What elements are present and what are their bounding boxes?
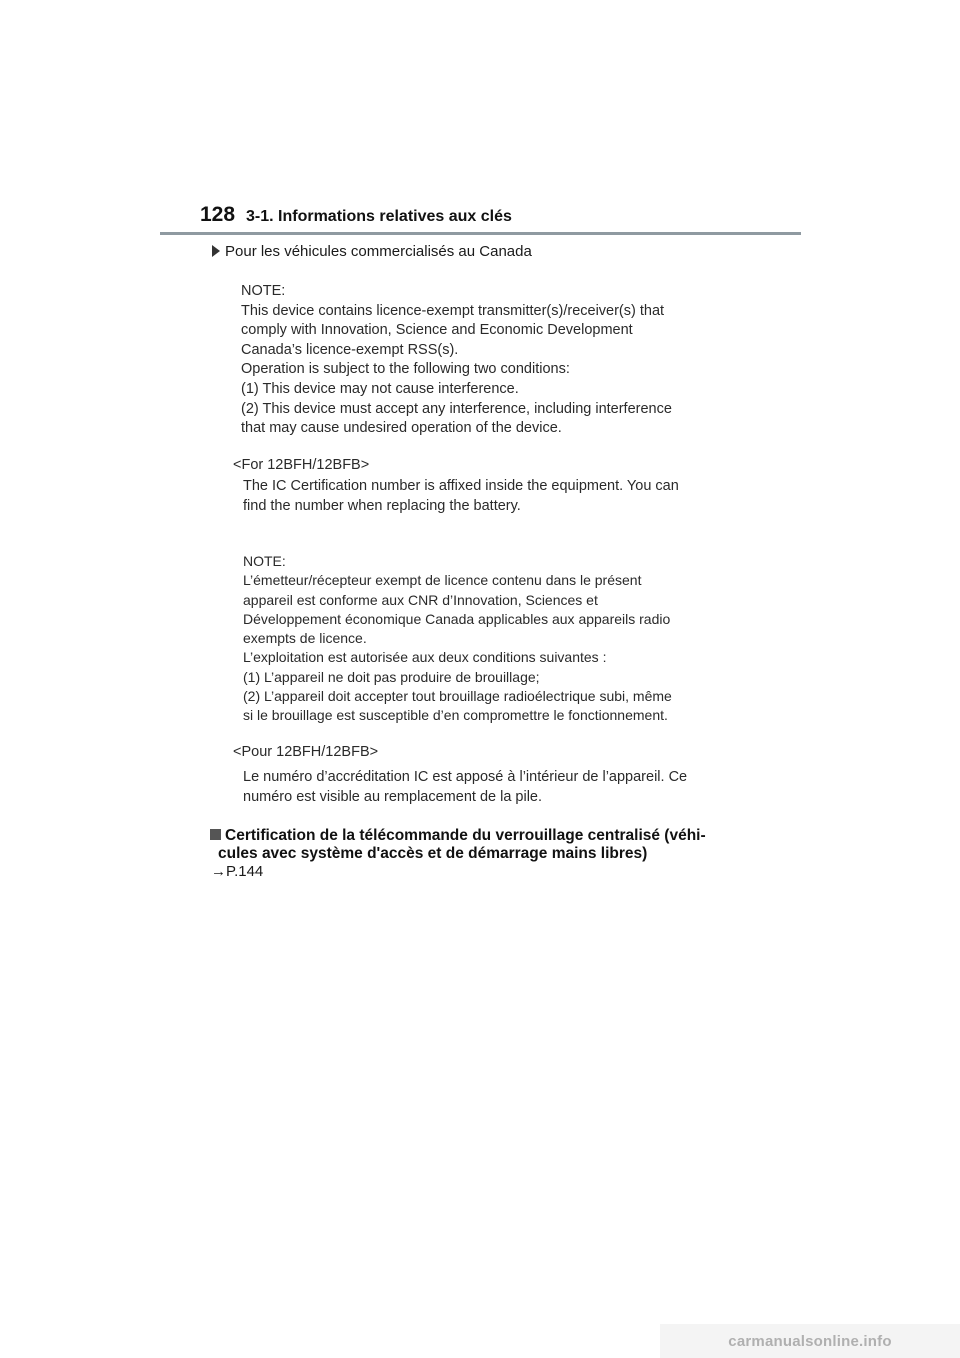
cert-fr-line: numéro est visible au remplacement de la pile. bbox=[243, 788, 543, 805]
header-rule bbox=[160, 232, 801, 235]
square-bullet-icon bbox=[210, 829, 221, 840]
cert-en-block bbox=[243, 477, 679, 516]
note-en-line: (1) This device may not cause interference. bbox=[241, 380, 519, 397]
note-fr-line: L’exploitation est autorisée aux deux conditions suivantes : bbox=[243, 649, 607, 666]
note-fr-block bbox=[243, 552, 672, 726]
section-heading bbox=[210, 827, 706, 862]
model-tag-fr: <Pour 12BFH/12BFB> bbox=[233, 744, 379, 760]
intro-line bbox=[212, 243, 532, 260]
cert-fr-block bbox=[243, 768, 687, 807]
note-fr-line: NOTE: bbox=[243, 553, 286, 569]
intro-text: Pour les véhicules commercialisés au Canada bbox=[225, 243, 532, 260]
watermark: carmanualsonline.info bbox=[660, 1324, 960, 1358]
note-en-line: Canada’s licence-exempt RSS(s). bbox=[241, 341, 459, 358]
section-heading-line1: Certification de la télécommande du verrouillage centralisé (véhi- bbox=[225, 827, 706, 844]
cert-en-line: The IC Certification number is affixed inside the equipment. You can bbox=[243, 478, 679, 494]
cert-fr-line: Le numéro d’accréditation IC est apposé à l’intérieur de l’appareil. Ce bbox=[243, 769, 688, 785]
section-title: 3-1. Informations relatives aux clés bbox=[246, 208, 512, 225]
page-number: 128 bbox=[200, 203, 236, 226]
note-fr-line: L’émetteur/récepteur exempt de licence contenu dans le présent bbox=[243, 572, 642, 589]
model-tag-en: <For 12BFH/12BFB> bbox=[233, 457, 370, 473]
page-reference: →P.144 bbox=[211, 863, 264, 880]
triangle-bullet-icon bbox=[212, 245, 220, 257]
cert-en-line: find the number when replacing the battery. bbox=[243, 497, 521, 514]
note-fr-line: exempts de licence. bbox=[243, 630, 367, 647]
section-heading-line2: cules avec système d'accès et de démarrage mains libres) bbox=[218, 844, 648, 862]
note-fr-line: (2) L’appareil doit accepter tout brouillage radioélectrique subi, même bbox=[243, 688, 672, 705]
note-fr-line: si le brouillage est susceptible d’en compromettre le fonctionnement. bbox=[243, 707, 668, 724]
note-fr-line: Développement économique Canada applicables aux appareils radio bbox=[243, 610, 671, 627]
note-en-line: NOTE: bbox=[241, 283, 286, 299]
note-en-line: that may cause undesired operation of the device. bbox=[241, 420, 562, 437]
note-en-line: comply with Innovation, Science and Economic Development bbox=[241, 322, 633, 339]
note-fr-line: (1) L’appareil ne doit pas produire de brouillage; bbox=[243, 668, 540, 685]
note-en-line: (2) This device must accept any interference, including interference bbox=[241, 400, 672, 417]
note-en-line: This device contains licence-exempt transmitter(s)/receiver(s) that bbox=[241, 302, 665, 319]
note-fr-line: appareil est conforme aux CNR d’Innovation, Sciences et bbox=[243, 591, 598, 608]
note-en-line: Operation is subject to the following two conditions: bbox=[241, 361, 570, 378]
note-en-block bbox=[241, 282, 672, 439]
